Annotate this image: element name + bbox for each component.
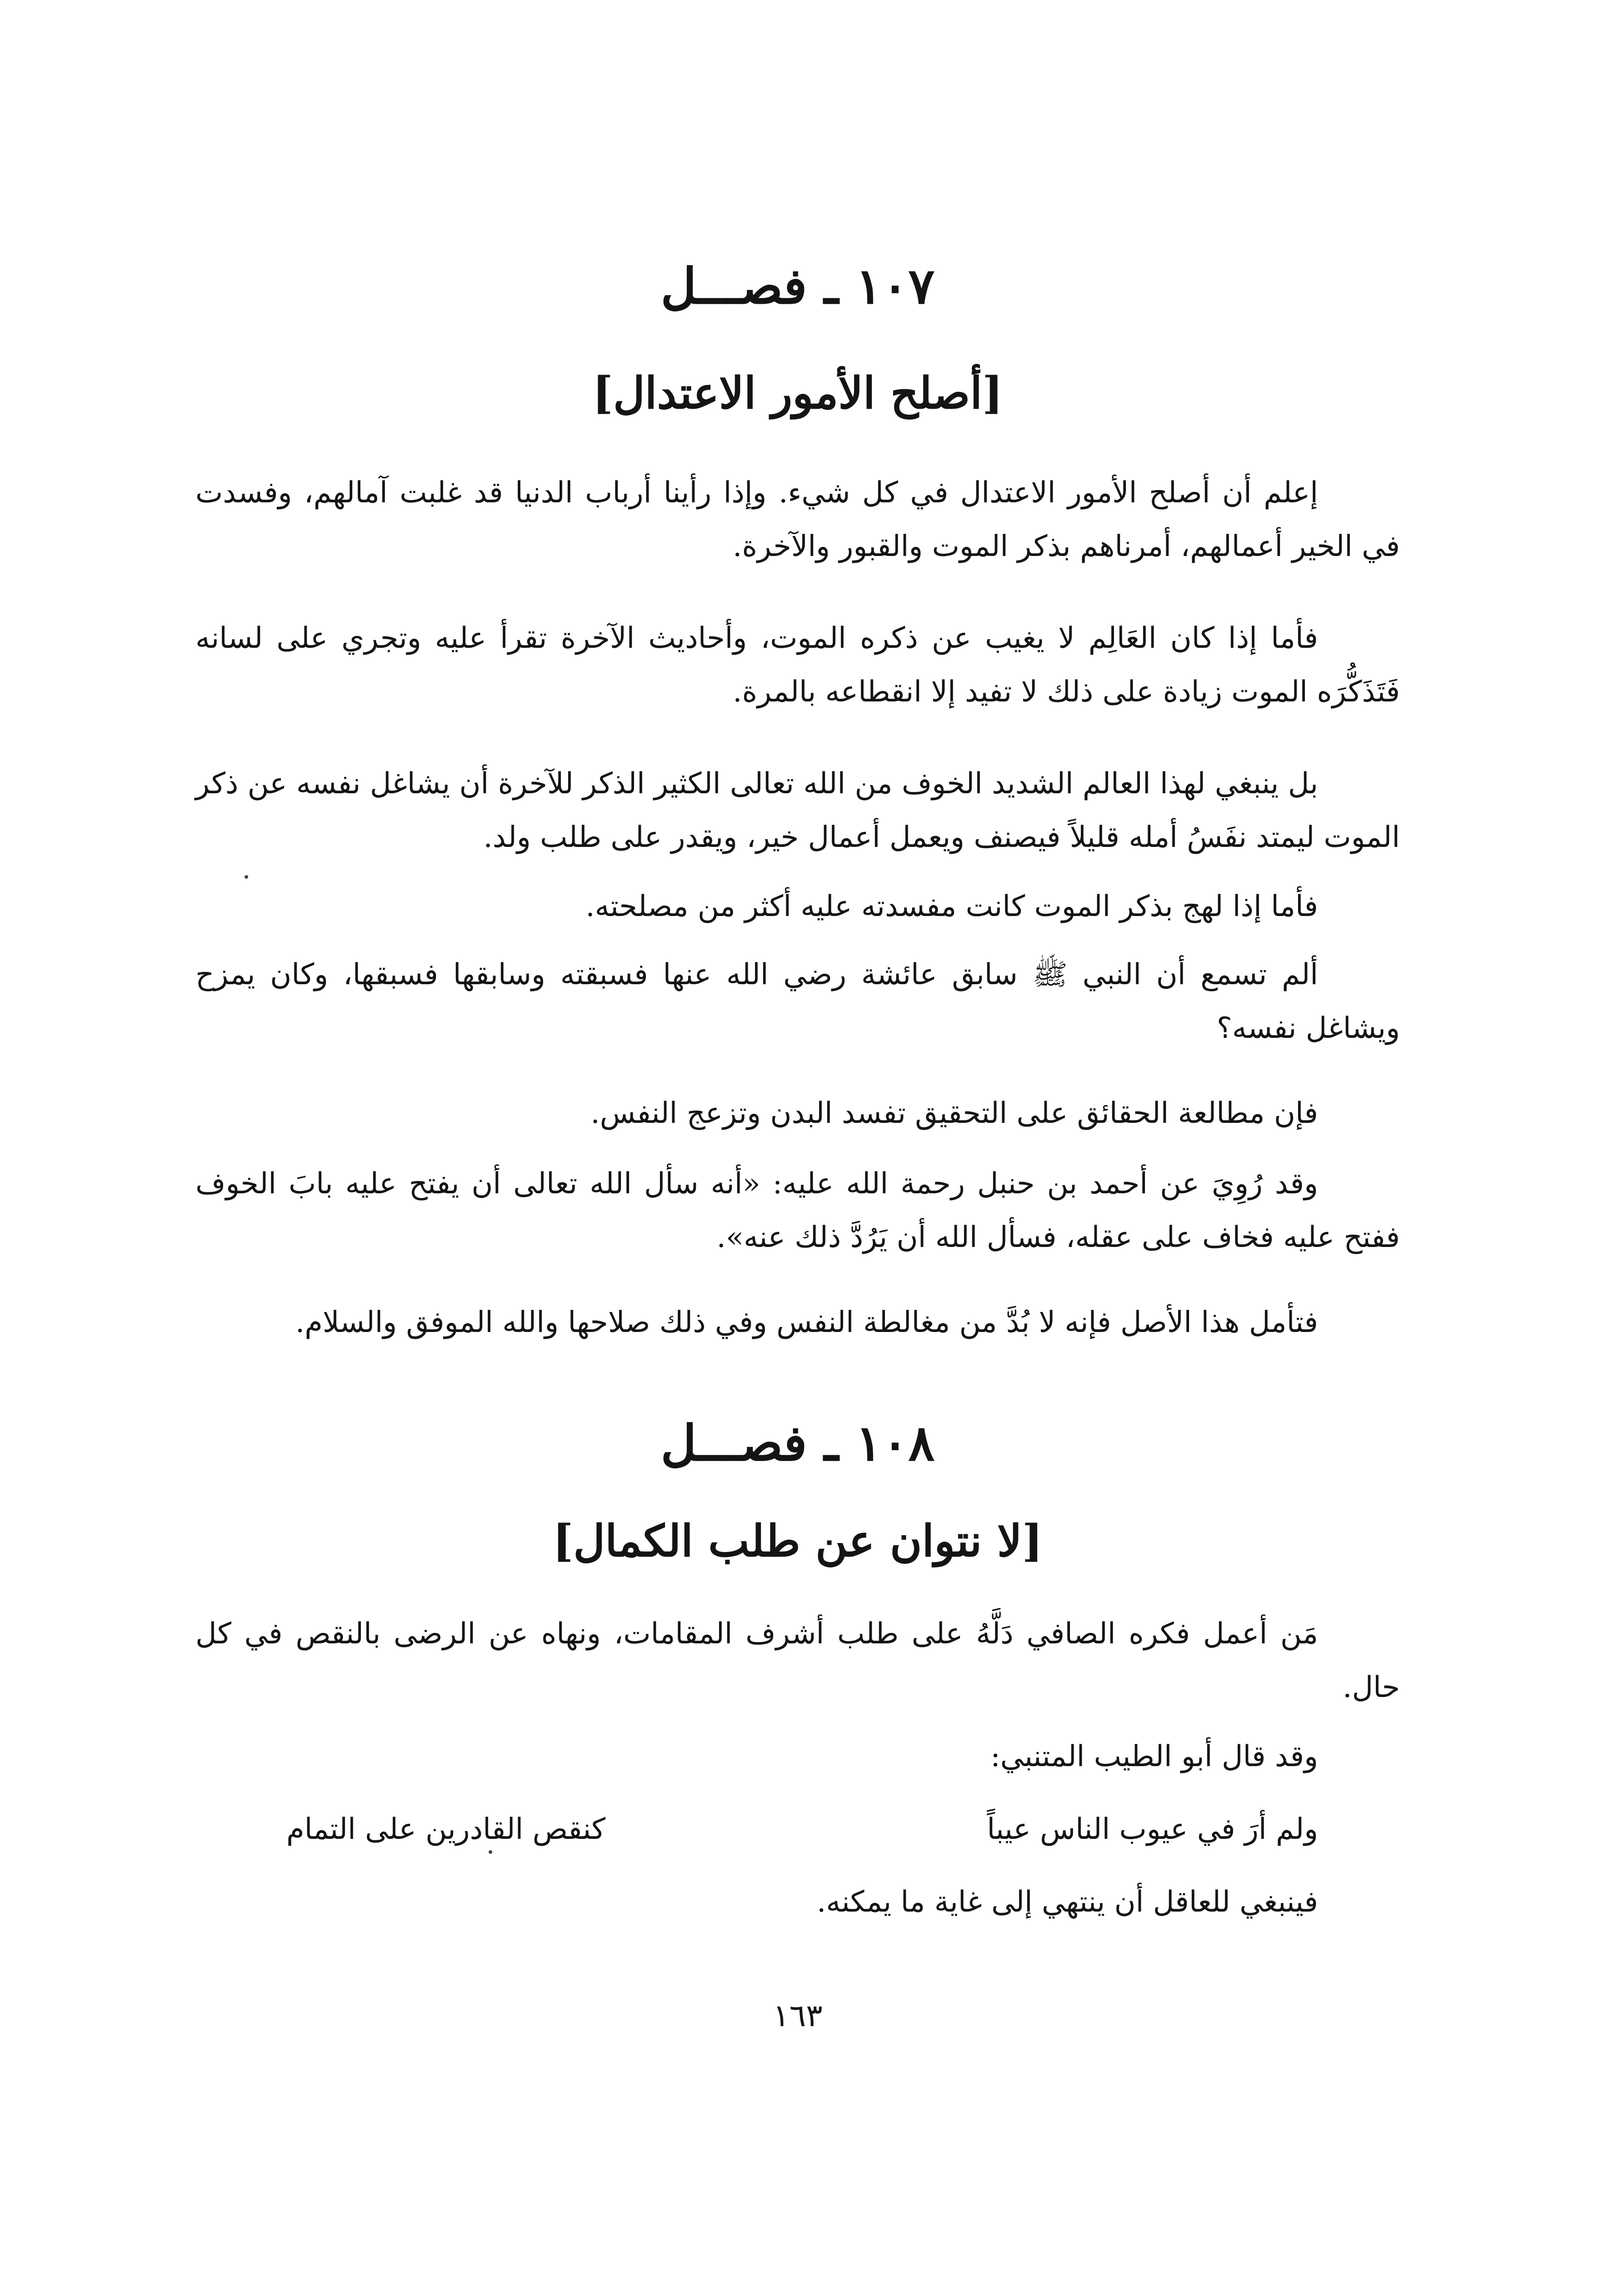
section-108-subtitle: [لا نتوان عن طلب الكمال]: [553, 1515, 1043, 1567]
section-107-paragraph-7: وقد رُوِيَ عن أحمد بن حنبل رحمة الله عليه: «أنه سأل الله تعالى أن يفتح عليه بابَ الخوف ففتح عليه فخاف على عقله، فسأل الله أن يَرُدَّ ذلك عنه».: [195, 1167, 1400, 1254]
section-107-paragraph-2: فأما إذا كان العَالِم لا يغيب عن ذكره الموت، وأحاديث الآخرة تقرأ عليه وتجري على لسانه فَتَذَكُّرَه الموت زيادة على ذلك لا تفيد إلا انقطاعه بالمرة.: [195, 621, 1400, 709]
scan-speck: [489, 1850, 492, 1854]
page-number: ١٦٣: [773, 1998, 823, 2034]
section-107-paragraph-6: فإن مطالعة الحقائق على التحقيق تفسد البدن وتزعج النفس.: [590, 1096, 1318, 1130]
section-107-paragraph-4: فأما إذا لهج بذكر الموت كانت مفسدته عليه أكثر من مصلحته.: [585, 890, 1318, 923]
section-108-closing: فينبغي للعاقل أن ينتهي إلى غاية ما يمكنه.: [817, 1885, 1318, 1919]
section-107-heading: ١٠٧ ـ فصـــل: [660, 258, 935, 315]
section-108-paragraph-1: مَن أعمل فكره الصافي دَلَّهُ على طلب أشرف المقامات، ونهاه عن الرضى بالنقص في كل حال.: [195, 1617, 1400, 1704]
section-108-heading: ١٠٨ ـ فصـــل: [660, 1415, 935, 1472]
section-107-subtitle: [أصلح الأمور الاعتدال]: [592, 367, 1003, 419]
verse-second-hemistich: كنقص القادرين على التمام: [286, 1812, 606, 1846]
verse-first-hemistich: ولم أرَ في عيوب الناس عيباً: [987, 1812, 1318, 1846]
section-107-paragraph-8: فتأمل هذا الأصل فإنه لا بُدَّ من مغالطة النفس وفي ذلك صلاحها والله الموفق والسلام.: [295, 1306, 1318, 1339]
section-107-paragraph-3: بل ينبغي لهذا العالم الشديد الخوف من الله تعالى الكثير الذكر للآخرة أن يشاغل نفسه عن ذكر الموت ليمتد نفَسُ أمله قليلاً فيصنف ويعمل أعمال خير، ويقدر على طلب ولد.: [195, 767, 1400, 854]
poetry-verse: [195, 1802, 1400, 1856]
verse-introduction: وقد قال أبو الطيب المتنبي:: [990, 1740, 1318, 1773]
scan-speck: [245, 875, 248, 879]
section-107-paragraph-1: إعلم أن أصلح الأمور الاعتدال في كل شيء. وإذا رأينا أرباب الدنيا قد غلبت آمالهم، وفسدت في الخير أعمالهم، أمرناهم بذكر الموت والقبور والآخرة.: [195, 476, 1400, 563]
section-107-paragraph-5: ألم تسمع أن النبي ﷺ سابق عائشة رضي الله عنها فسبقته وسابقها فسبقها، وكان يمزح ويشاغل نفسه؟: [195, 958, 1400, 1045]
